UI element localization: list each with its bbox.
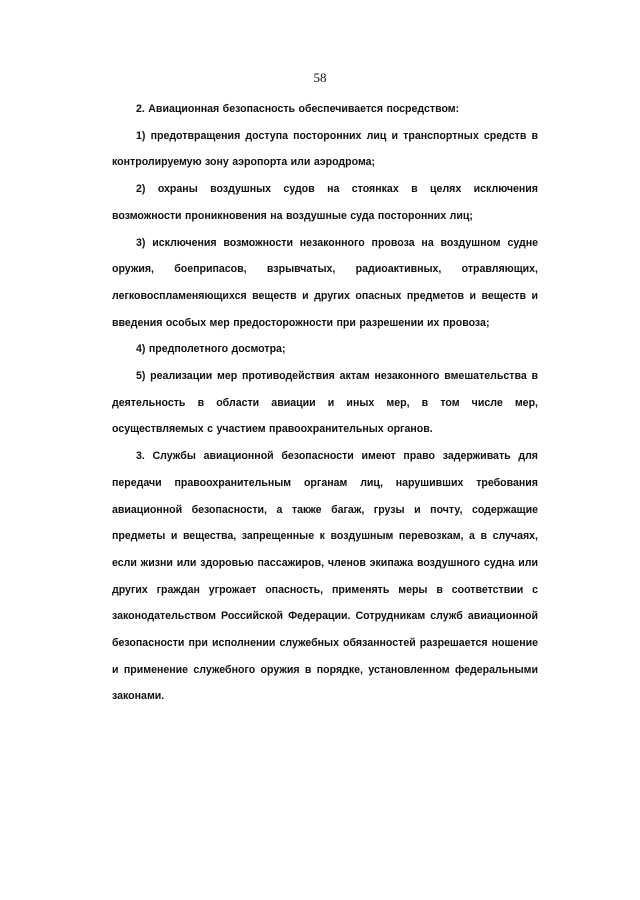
list-item-1: 1) предотвращения доступа посторонних лиц и транспортных средств в контролируемую зону аэропорта или аэродрома; [112, 129, 538, 169]
paragraph-item-2-intro: 2. Авиационная безопасность обеспечивается посредством: [136, 103, 460, 115]
page-number: 58 [313, 70, 327, 85]
list-item-5: 5) реализации мер противодействия актам незаконного вмешательства в деятельность в области авиации и иных мер, в том числе мер, осуществляемых с участием правоохранительных органов. [112, 370, 538, 436]
document-body [112, 96, 538, 710]
list-item-2: 2) охраны воздушных судов на стоянках в целях исключения возможности проникновения на воздушные суда посторонних лиц; [112, 183, 538, 222]
list-item-3: 3) исключения возможности незаконного провоза на воздушном судне оружия, боеприпасов, взрывчатых, радиоактивных, отравляющих, легковоспламеняющихся веществ и других опасных предметов и веществ и введения особых мер предосторожности при разрешении их провоза; [112, 236, 538, 329]
paragraph-item-3: 3. Службы авиационной безопасности имеют право задерживать для передачи правоохранительным органам лиц, нарушивших требования авиационной безопасности, а также багаж, грузы и почту, содержащие предметы и вещества, запрещенные к воздушным перевозкам, а в случаях, если жизни или здоровью пассажиров, членов экипажа воздушного судна или других граждан угрожает опасность, применять меры в соответствии с законодательством Российской Федерации. Сотрудникам служб авиационной безопасности при исполнении служебных обязанностей разрешается ношение и применение служебного оружия в порядке, установленном федеральными законами. [112, 450, 538, 703]
list-item-4: 4) предполетного досмотра; [136, 343, 286, 356]
